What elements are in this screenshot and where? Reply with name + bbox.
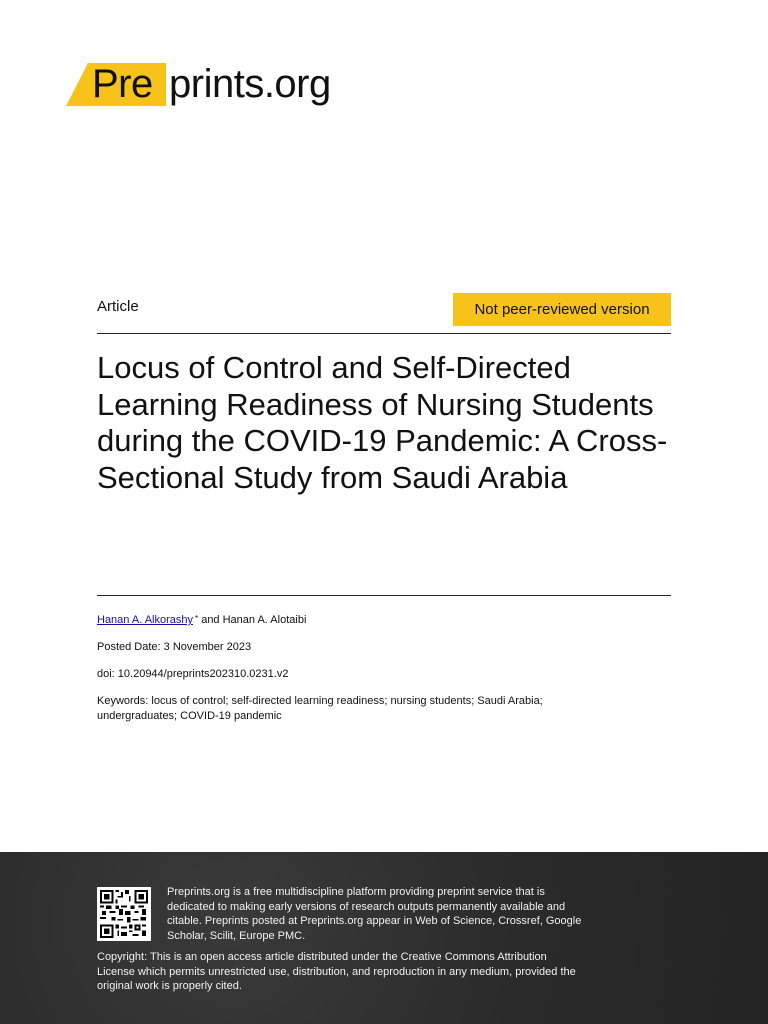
copyright-notice: Copyright: This is an open access article distributed under the Creative Commons Attribution License which permits unrestricted use, distribution, and reproduction in any medium, provided the original work is properly cited. [97, 951, 576, 992]
footer-banner [0, 852, 768, 1024]
doi: doi: 10.20944/preprints202310.0231.v2 [97, 668, 289, 680]
paper-title: Locus of Control and Self-Directed Learning Readiness of Nursing Students during the COVID-19 Pandemic: A Cross-Sectional Study from Saudi Arabia [97, 350, 668, 495]
posted-date: Posted Date: 3 November 2023 [97, 641, 252, 653]
top-divider [97, 333, 671, 334]
corresponding-author-mark: * [195, 614, 199, 623]
author-link[interactable]: Hanan A. Alkorashy [97, 614, 194, 626]
peer-review-badge: Not peer-reviewed version [453, 293, 671, 326]
logo-rest-text: prints.org [169, 62, 331, 106]
qr-code-icon [97, 887, 151, 941]
article-type-label: Article [97, 298, 139, 315]
platform-description: Preprints.org is a free multidiscipline platform providing preprint service that is dedicated to making early versions of research outputs permanently available and citable. Preprints posted at Preprints.org appear in Web of Science, Crossref, Google Scholar, Scilit, Europe PMC. [167, 886, 582, 942]
logo-pre-text: Pre [92, 62, 153, 106]
author-list [97, 613, 306, 628]
bottom-divider [97, 595, 671, 596]
preprints-logo[interactable] [66, 60, 366, 108]
author-list-rest: and Hanan A. Alotaibi [198, 614, 307, 626]
keywords: Keywords: locus of control; self-directed learning readiness; nursing students; Saudi Arabia; undergraduates; COVID-19 pandemic [97, 695, 543, 722]
